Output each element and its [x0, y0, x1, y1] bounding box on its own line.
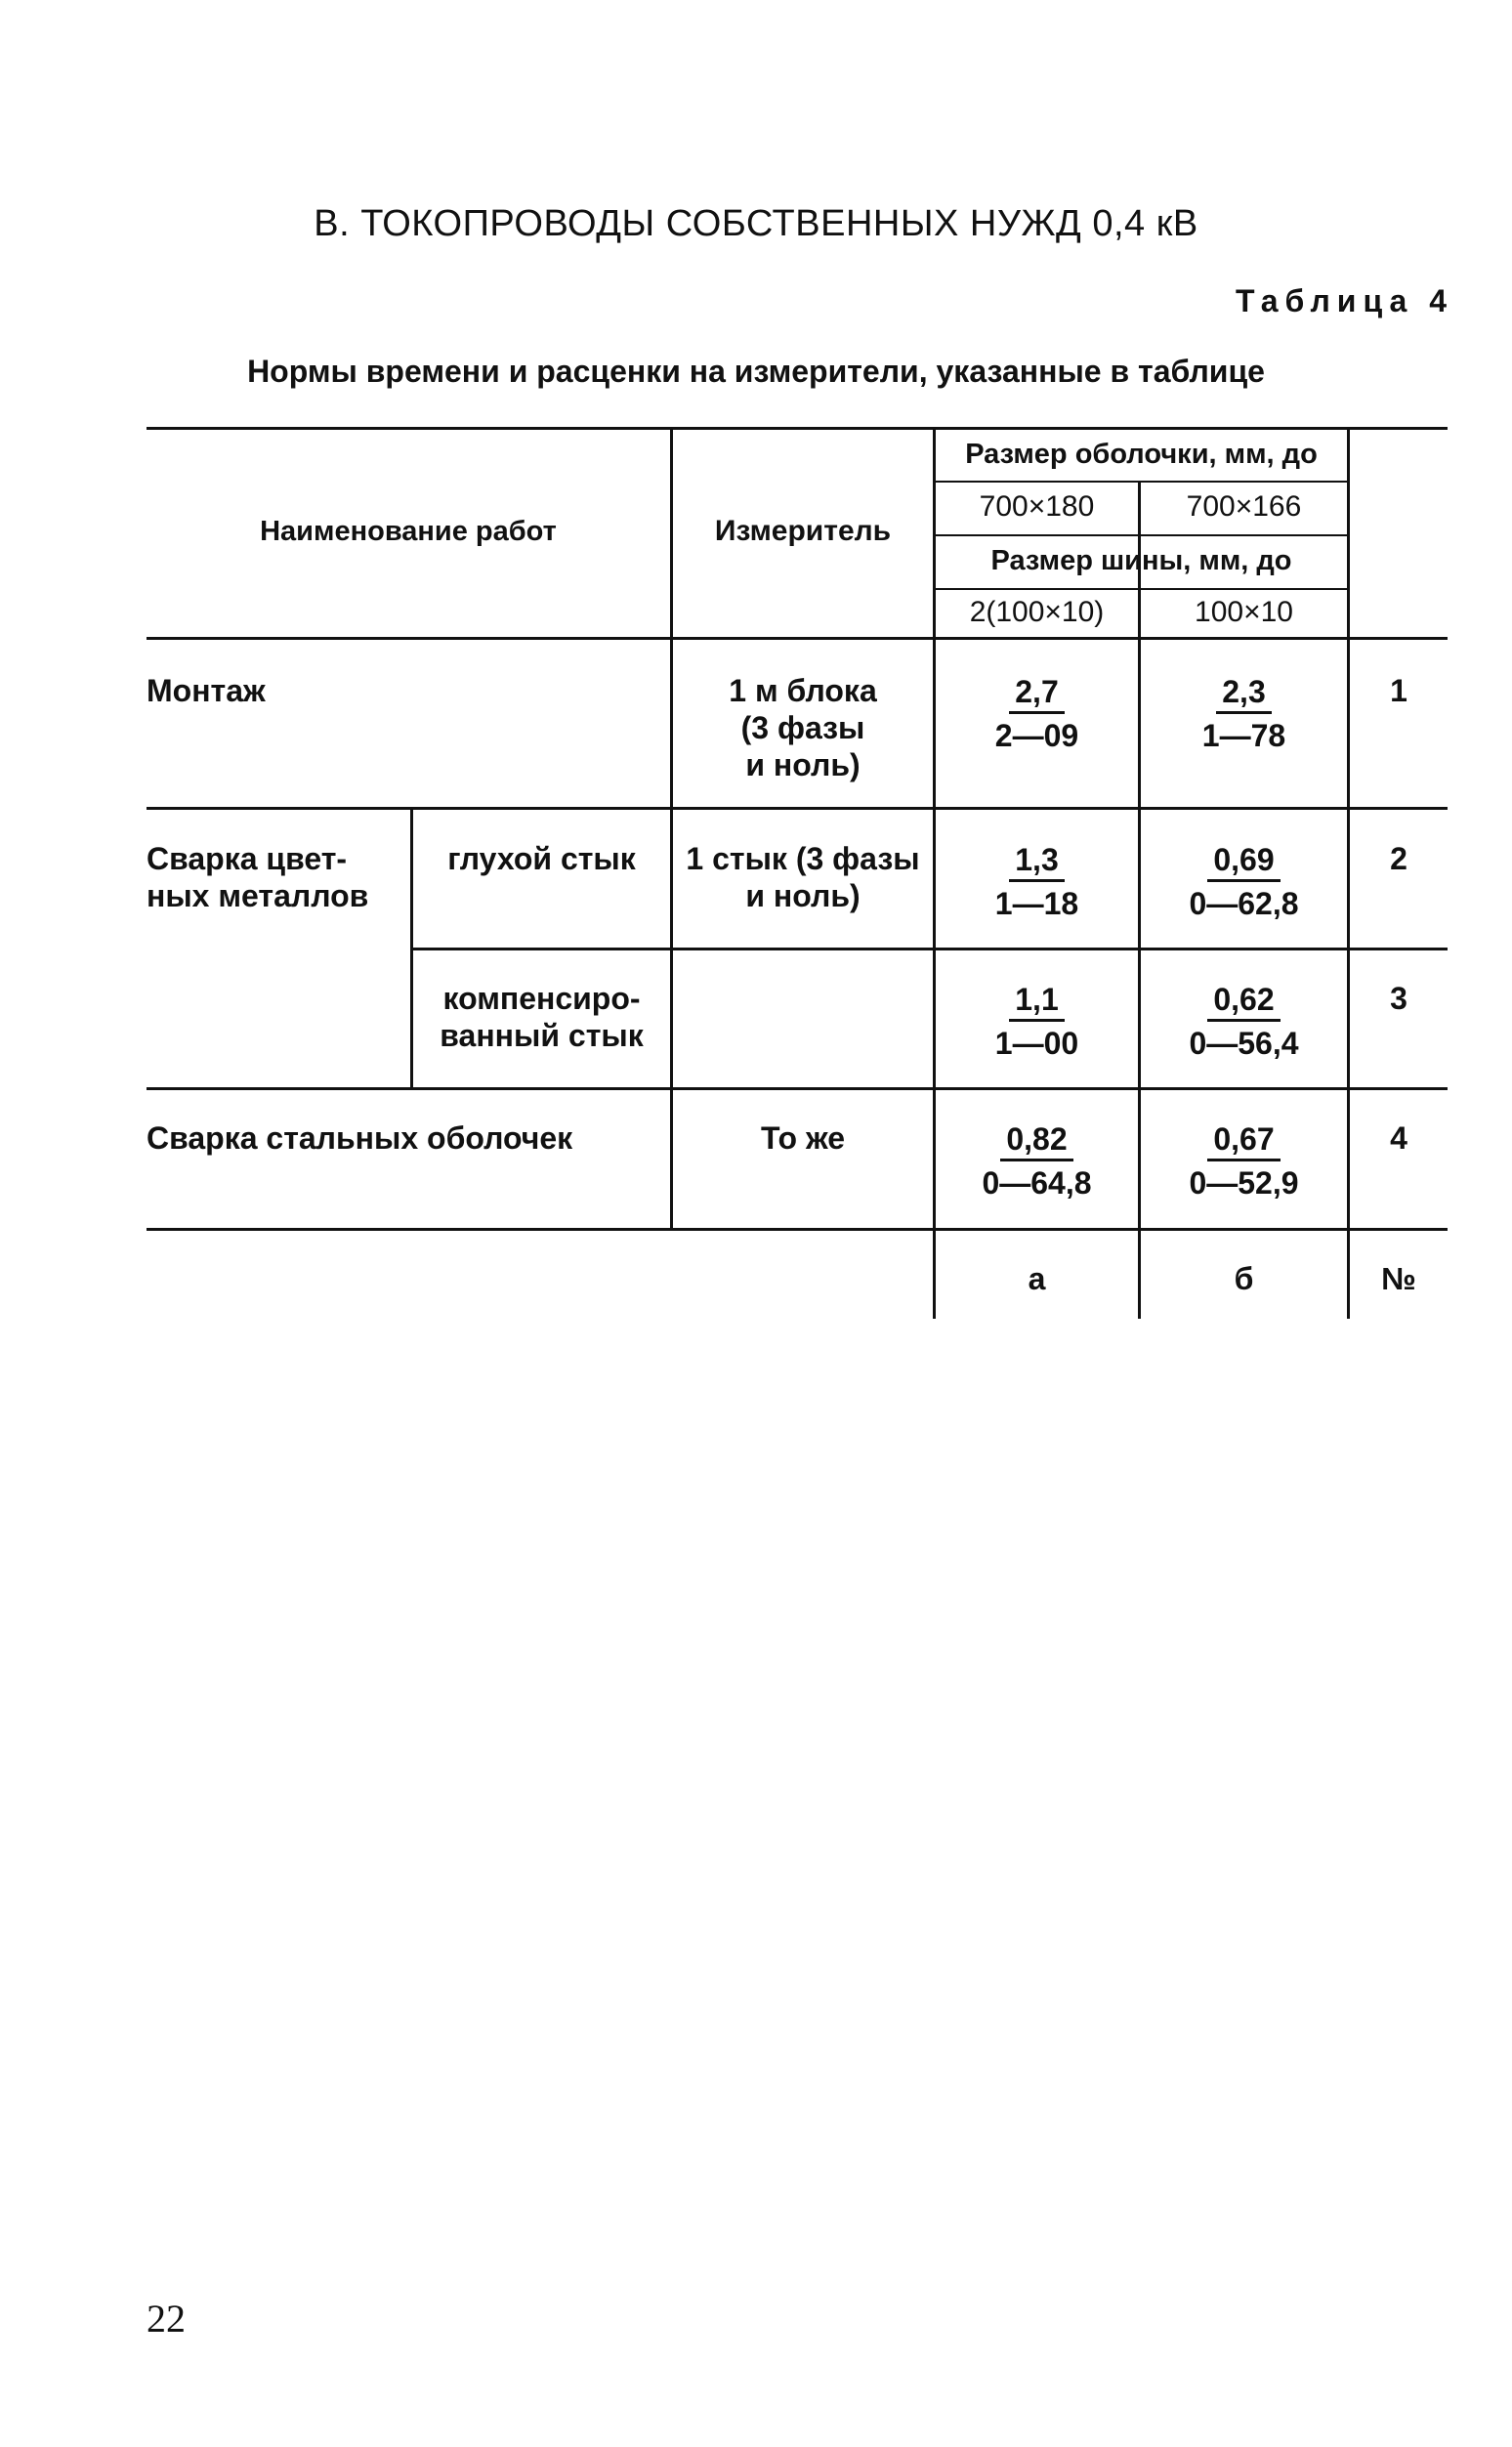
table-subtitle: Нормы времени и расценки на измерители, указанные в таблице [247, 354, 1265, 389]
row-1-number: 1 [1390, 673, 1407, 708]
row-2-subtype: глухой стык [447, 841, 636, 876]
header-shell-size: Размер оболочки, мм, до [965, 439, 1318, 470]
row-4-unit: То же [760, 1120, 846, 1156]
row-divider-3 [147, 1087, 1448, 1090]
row-1-unit: 1 м блока (3 фазы и ноль) [729, 673, 877, 782]
row-1-value-a: $\frac{2,7}{2—09}$ [994, 674, 1079, 753]
header-bottom-border [147, 637, 1448, 640]
header-work-name: Наименование работ [260, 516, 557, 547]
row-3-value-b: $\frac{0,62}{0—56,4}$ [1189, 982, 1299, 1061]
table-bottom-border [147, 1228, 1448, 1231]
row-divider-2 [410, 948, 1448, 950]
row-4-name: Сварка стальных оболочек [147, 1120, 573, 1156]
header-bus-size: Размер шины, мм, до [990, 545, 1292, 576]
header-unit: Измеритель [714, 515, 892, 547]
row-1-value-b: $\frac{2,3}{1—78}$ [1201, 674, 1286, 753]
header-shell-b: 700×166 [1186, 490, 1302, 523]
row-1-name: Монтаж [147, 673, 266, 708]
row-2-unit: 1 стык (3 фазы и ноль) [686, 841, 920, 913]
row-3-subtype: компенсиро- ванный стык [440, 981, 644, 1053]
header-bus-b: 100×10 [1195, 596, 1293, 628]
row-2-value-a: $\frac{1,3}{1—18}$ [994, 842, 1079, 921]
table-label: Таблица 4 [1235, 283, 1453, 318]
footer-col-a: а [1028, 1261, 1046, 1296]
row-3-value-a: $\frac{1,1}{1—00}$ [994, 982, 1079, 1061]
footer-col-number: № [1381, 1261, 1416, 1296]
row-2-number: 2 [1390, 841, 1407, 876]
header-divider-2 [933, 534, 1350, 536]
header-divider-3 [933, 588, 1350, 590]
row-3-number: 3 [1390, 981, 1407, 1016]
header-shell-a: 700×180 [979, 490, 1095, 523]
footer-col-b: б [1234, 1261, 1254, 1296]
row-divider-1 [147, 807, 1448, 810]
row-4-value-b: $\frac{0,67}{0—52,9}$ [1189, 1121, 1299, 1201]
row-4-number: 4 [1390, 1120, 1407, 1156]
header-divider-1 [933, 481, 1350, 483]
header-bus-a: 2(100×10) [969, 596, 1105, 628]
row-2-value-b: $\frac{0,69}{0—62,8}$ [1189, 842, 1299, 921]
section-heading: В. ТОКОПРОВОДЫ СОБСТВЕННЫХ НУЖД 0,4 кВ [314, 203, 1198, 244]
table-top-border [147, 427, 1448, 430]
row-2-name: Сварка цвет- ных металлов [147, 841, 369, 913]
page-number: 22 [147, 2297, 186, 2341]
row-4-value-a: $\frac{0,82}{0—64,8}$ [982, 1121, 1092, 1201]
